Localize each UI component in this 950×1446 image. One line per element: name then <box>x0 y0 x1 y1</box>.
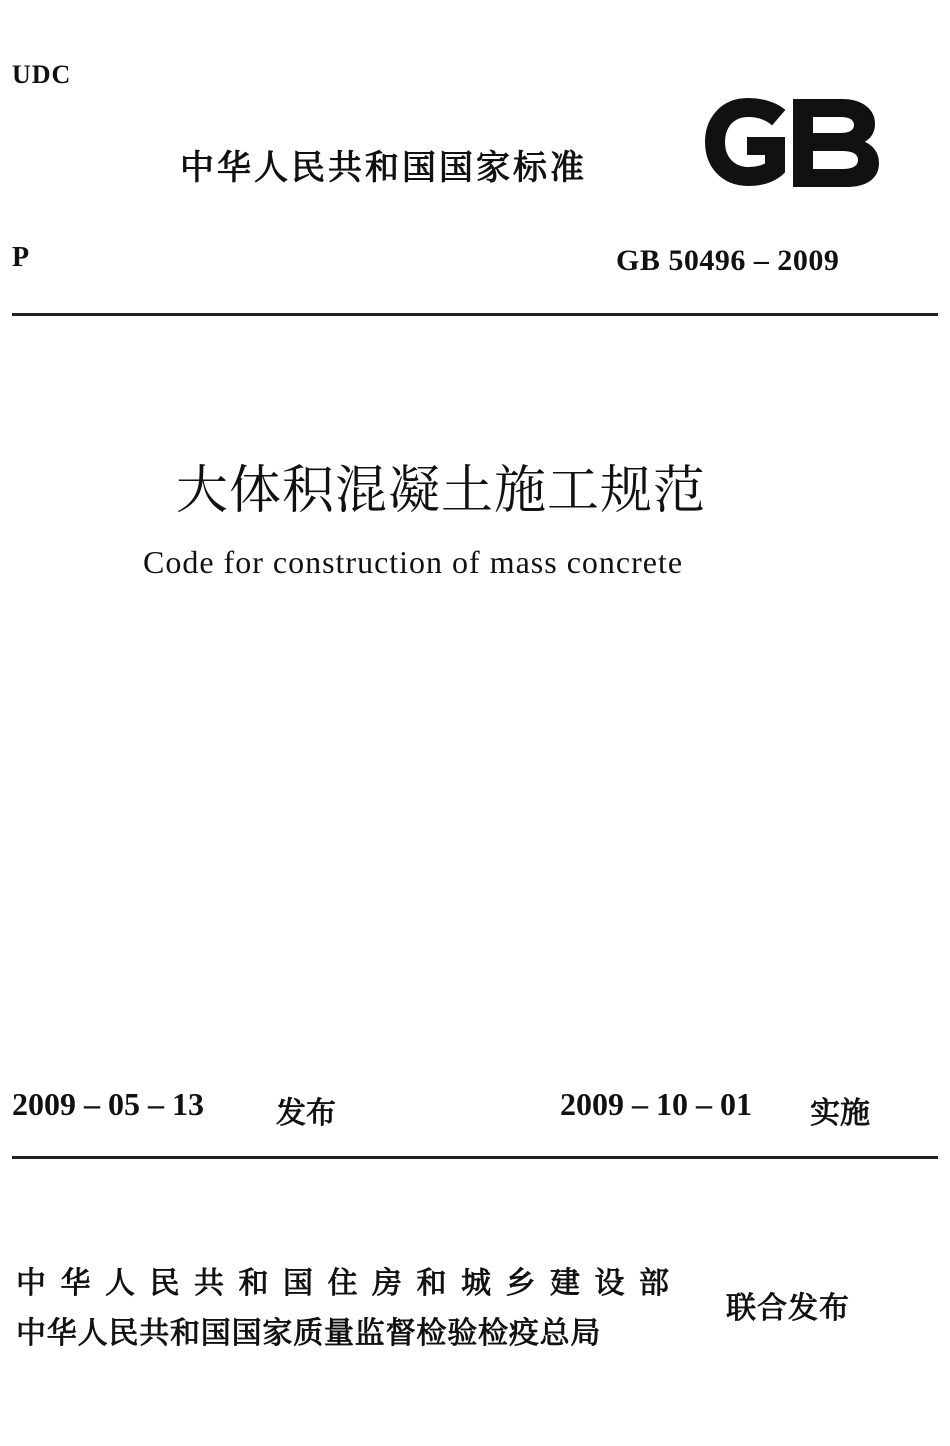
issuer-aqsiq: 中华人民共和国国家质量监督检验检疫总局 <box>16 1316 602 1351</box>
implementation-label: 实施 <box>810 1096 870 1131</box>
udc-label: UDC <box>12 60 72 89</box>
bottom-divider <box>12 1156 938 1159</box>
top-divider <box>12 313 938 316</box>
implementation-date: 2009 – 10 – 01 <box>560 1086 752 1122</box>
issuer-ministry: 中华人民共和国住房和城乡建设部 <box>16 1266 684 1301</box>
category-code: P <box>12 242 30 273</box>
title-chinese: 大体积混凝土施工规范 <box>176 461 707 521</box>
issue-date: 2009 – 05 – 13 <box>12 1086 204 1122</box>
joint-issue-label: 联合发布 <box>726 1291 850 1326</box>
standard-number: GB 50496 – 2009 <box>616 244 840 277</box>
title-english: Code for construction of mass concrete <box>143 544 684 580</box>
national-standard-heading: 中华人民共和国国家标准 <box>180 148 587 188</box>
gb-logo <box>702 96 880 188</box>
issue-label: 发布 <box>276 1096 336 1131</box>
